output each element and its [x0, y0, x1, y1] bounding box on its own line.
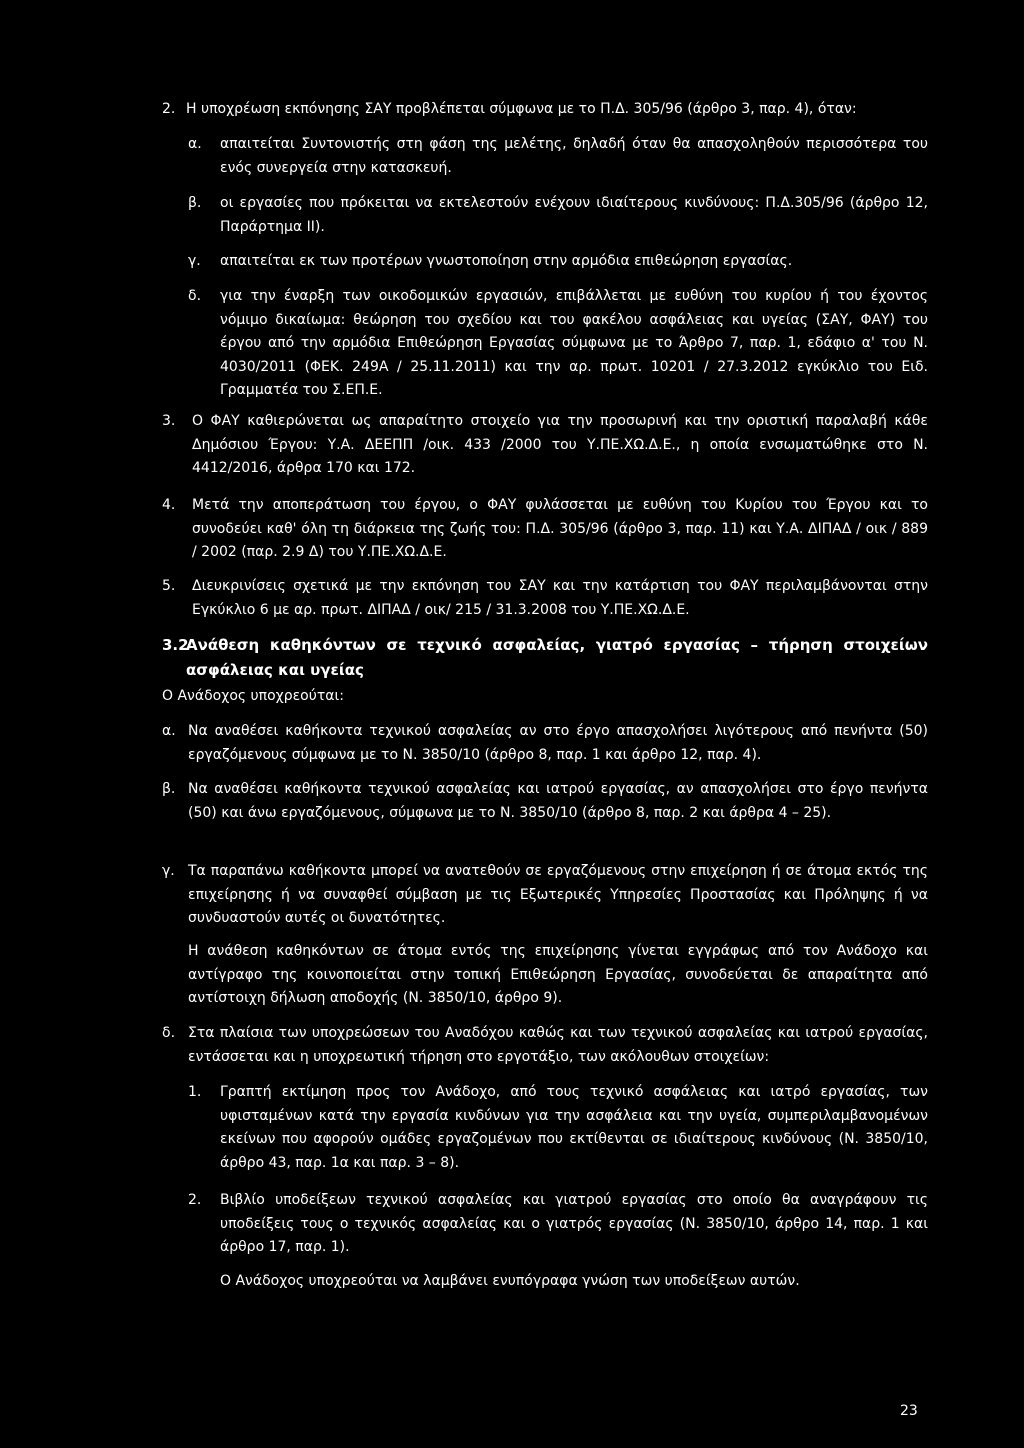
list-marker: δ.: [188, 288, 202, 304]
list-item-2c: [188, 250, 928, 274]
intro-paragraph: Ο Ανάδοχος υποχρεούται:: [162, 688, 344, 704]
list-item-3: [162, 410, 928, 481]
list-text: οι εργασίες που πρόκειται να εκτελεστούν ενέχουν ιδιαίτερους κινδύνους: Π.Δ.305/96 (άρθρο 12, Παράρτημα ΙΙ).: [220, 195, 928, 235]
list-marker: 4.: [162, 497, 176, 513]
list-marker: δ.: [162, 1025, 176, 1041]
page-number: 23: [900, 1403, 918, 1419]
paragraph-appointment: Η ανάθεση καθηκόντων σε άτομα εντός της επιχείρησης γίνεται εγγράφως από τον Ανάδοχο και αντίγραφο της κοινοποιείται στην τοπική Επιθεώρηση Εργασίας, συνοδεύεται δε απαραίτητα από αντίστοιχη δήλωση αποδοχής (Ν. 3850/10, άρθρο 9).: [188, 943, 928, 1006]
list-text: απαιτείται εκ των προτέρων γνωστοποίηση στην αρμόδια επιθεώρηση εργασίας.: [220, 253, 793, 269]
list-text: Βιβλίο υποδείξεων τεχνικού ασφαλείας και γιατρού εργασίας στο οποίο θα αναγράφουν τις υποδείξεις τους ο τεχνικός ασφαλείας και ο γιατρός εργασίας (Ν. 3850/10, άρθρο 14, παρ. 1 και άρθρο 17, παρ. 1).: [220, 1192, 928, 1255]
section-heading: [162, 633, 928, 683]
list-item-5: [162, 575, 928, 622]
list-item-32a: [162, 720, 928, 767]
list-marker: 1.: [188, 1084, 202, 1100]
list-marker: γ.: [188, 253, 201, 269]
list-text: Να αναθέσει καθήκοντα τεχνικού ασφαλείας αν στο έργο απασχολήσει λιγότερους από πενήντα (50) εργαζόμενους σύμφωνα με το Ν. 3850/10 (άρθρο 8, παρ. 1 και άρθρο 12, παρ. 4).: [188, 723, 928, 763]
list-text: Στα πλαίσια των υποχρεώσεων του Αναδόχου καθώς και των τεχνικού ασφαλείας και ιατρού εργασίας, εντάσσεται και η υποχρεωτική τήρηση στο εργοτάξιο, των ακόλουθων στοιχείων:: [188, 1025, 928, 1065]
list-item-2d: [188, 285, 928, 403]
list-text: Γραπτή εκτίμηση προς τον Ανάδοχο, από τους τεχνικό ασφάλειας και ιατρό εργασίας, των υφισταμένων κατά την εργασία κινδύνων για την ασφάλεια και την υγεία, συμπεριλαμβανομένων εκείνων που αφορούν ομάδες εργαζομένων που εκτίθενται σε ιδιαίτερους κινδύνους (Ν. 3850/10, άρθρο 43, παρ. 1α και παρ. 3 – 8).: [220, 1084, 928, 1171]
list-marker: β.: [188, 195, 202, 211]
list-marker: β.: [162, 781, 176, 797]
section-number: 3.2: [162, 636, 189, 654]
list-item-32d1: [188, 1081, 928, 1175]
list-marker: 2.: [162, 101, 176, 117]
list-marker: α.: [162, 723, 176, 739]
list-marker: 2.: [188, 1192, 202, 1208]
list-text: Διευκρινίσεις σχετικά με την εκπόνηση του ΣΑΥ και την κατάρτιση του ΦΑΥ περιλαμβάνονται στην Εγκύκλιο 6 με αρ. πρωτ. ΔΙΠΑΔ / οικ/ 215 / 31.3.2008 του Υ.ΠΕ.ΧΩ.Δ.Ε.: [192, 578, 928, 618]
list-item-2a: [188, 133, 928, 180]
list-item-32b: [162, 778, 928, 825]
list-marker: α.: [188, 136, 202, 152]
list-text: Να αναθέσει καθήκοντα τεχνικού ασφαλείας και ιατρού εργασίας, αν απασχολήσει στο έργο πενήντα (50) και άνω εργαζόμενους, σύμφωνα με το Ν. 3850/10 (άρθρο 8, παρ. 2 και άρθρα 4 – 25).: [188, 781, 928, 821]
list-text: Τα παραπάνω καθήκοντα μπορεί να ανατεθούν σε εργαζόμενους στην επιχείρηση ή σε άτομα εκτός της επιχείρησης ή να συναφθεί σύμβαση με τις Εξωτερικές Υπηρεσίες Προστασίας και Πρόληψης ή να συνδυαστούν αυτές οι δυνατότητες.: [188, 863, 928, 926]
list-item-4: [162, 494, 928, 565]
list-text: για την έναρξη των οικοδομικών εργασιών, επιβάλλεται με ευθύνη του κυρίου ή του έχοντος νόμιμο δικαίωμα: θεώρηση του σχεδίου και του φακέλου ασφάλειας και υγείας (ΣΑΥ, ΦΑΥ) του έργου από την αρμόδια Επιθεώρηση Εργασίας σύμφωνα με το Άρθρο 7, παρ. 1, εδάφιο α' του Ν. 4030/2011 (ΦΕΚ. 249Α / 25.11.2011) και την αρ. πρωτ. 10201 / 27.3.2012 εγκύκλιο του Ειδ. Γραμματέα του Σ.ΕΠ.Ε.: [220, 288, 928, 398]
list-item-32d: [162, 1022, 928, 1069]
list-marker: 5.: [162, 578, 176, 594]
list-item-2b: [188, 192, 928, 239]
list-text: Η υποχρέωση εκπόνησης ΣΑΥ προβλέπεται σύμφωνα με το Π.Δ. 305/96 (άρθρο 3, παρ. 4), όταν:: [186, 101, 857, 117]
list-marker: γ.: [162, 863, 175, 879]
list-item-2: [162, 98, 928, 122]
section-title: Ανάθεση καθηκόντων σε τεχνικό ασφαλείας, γιατρό εργασίας – τήρηση στοιχείων ασφάλειας και υγείας: [186, 636, 928, 679]
list-text: Μετά την αποπεράτωση του έργου, ο ΦΑΥ φυλάσσεται με ευθύνη του Κυρίου του Έργου και το συνοδεύει καθ' όλη τη διάρκεια της ζωής του: Π.Δ. 305/96 (άρθρο 3, παρ. 11) και Υ.Α. ΔΙΠΑΔ / οικ / 889 / 2002 (παρ. 2.9 Δ) του Υ.ΠΕ.ΧΩ.Δ.Ε.: [192, 497, 928, 560]
list-text: Ο ΦΑΥ καθιερώνεται ως απαραίτητο στοιχείο για την προσωρινή και την οριστική παραλαβή κάθε Δημόσιου Έργου: Υ.Α. ΔΕΕΠΠ /οικ. 433 /2000 του Υ.ΠΕ.ΧΩ.Δ.Ε., η οποία ενσωματώθηκε στο Ν. 4412/2016, άρθρα 170 και 172.: [192, 413, 928, 476]
list-item-32d2: [188, 1189, 928, 1260]
list-text: απαιτείται Συντονιστής στη φάση της μελέτης, δηλαδή όταν θα απασχοληθούν περισσότερα του ενός συνεργεία στην κατασκευή.: [220, 136, 928, 176]
final-paragraph: Ο Ανάδοχος υποχρεούται να λαμβάνει ενυπόγραφα γνώση των υποδείξεων αυτών.: [220, 1273, 800, 1289]
list-marker: 3.: [162, 413, 176, 429]
list-item-32c: [162, 860, 928, 931]
